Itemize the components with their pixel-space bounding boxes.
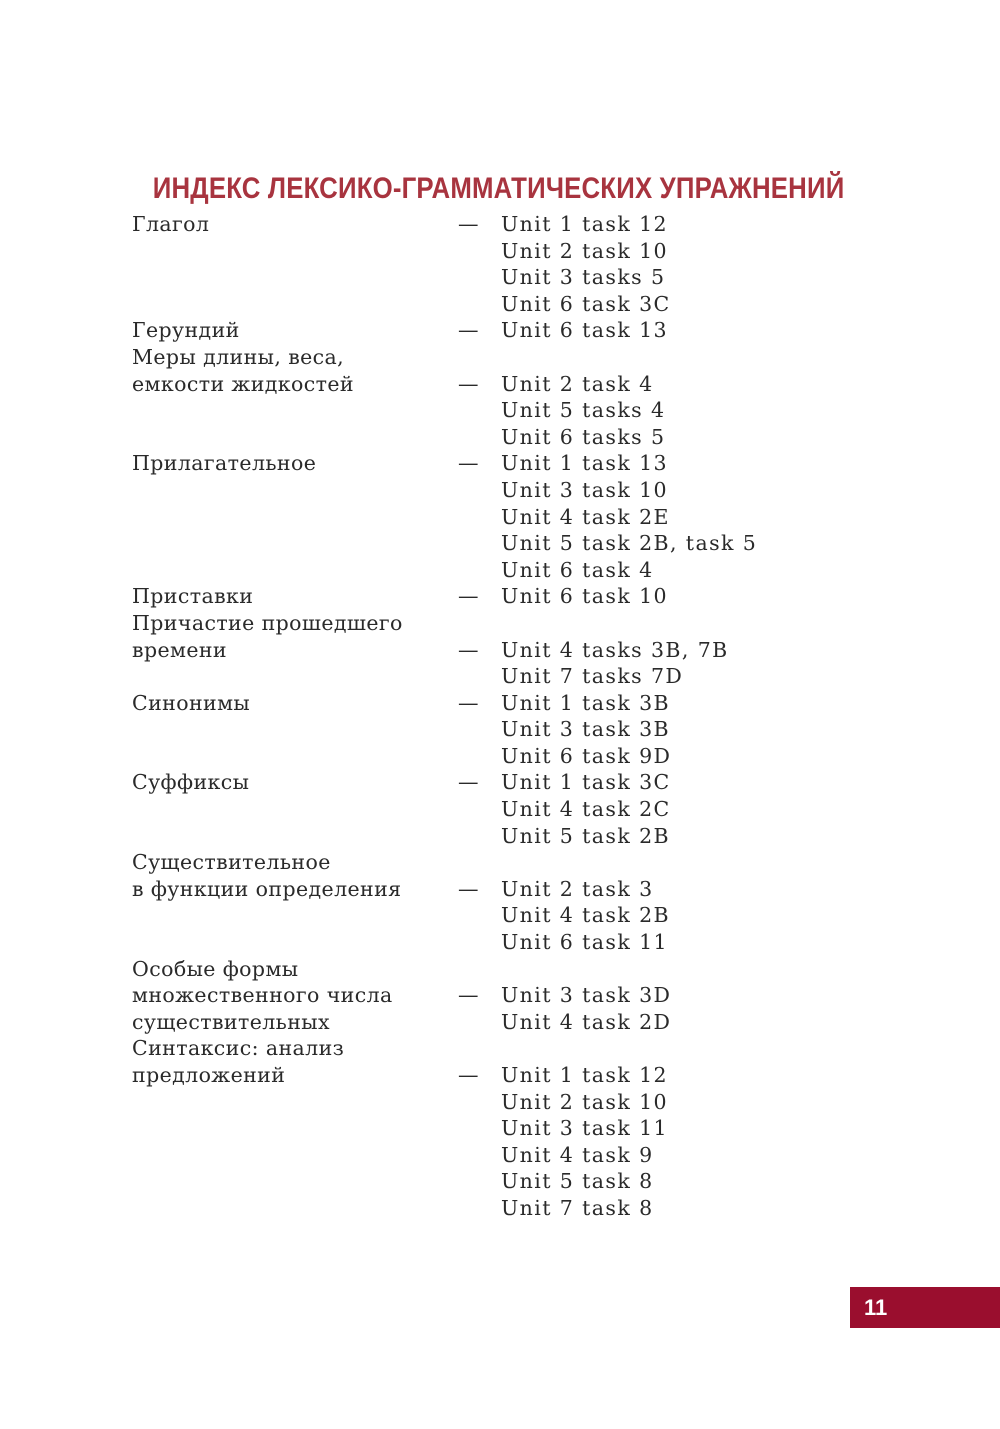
index-term: Синтаксис: анализ xyxy=(132,1036,345,1061)
index-row xyxy=(132,849,892,876)
index-reference: Unit 5 task 2B xyxy=(501,823,670,848)
index-row xyxy=(132,663,892,690)
index-row xyxy=(132,424,892,451)
index-reference: Unit 4 tasks 3B, 7B xyxy=(501,637,729,662)
index-row xyxy=(132,1142,892,1169)
index-reference: Unit 2 task 3 xyxy=(501,876,654,901)
index-row xyxy=(132,982,892,1009)
index-dash: — xyxy=(458,371,479,396)
index-dash: — xyxy=(458,690,479,715)
index-row xyxy=(132,557,892,584)
index-row xyxy=(132,504,892,531)
index-list xyxy=(132,211,892,1222)
page-number-tab xyxy=(850,1287,1000,1328)
index-row xyxy=(132,1115,892,1142)
index-row xyxy=(132,530,892,557)
index-term: предложений xyxy=(132,1063,286,1087)
index-dash: — xyxy=(458,876,479,901)
index-reference: Unit 1 task 3B xyxy=(501,690,670,715)
index-row xyxy=(132,1089,892,1116)
index-reference: Unit 7 tasks 7D xyxy=(501,664,684,689)
index-reference: Unit 5 task 2B, task 5 xyxy=(501,531,758,556)
index-row xyxy=(132,1035,892,1062)
index-row xyxy=(132,344,892,371)
index-term: Герундий xyxy=(132,318,240,343)
index-row xyxy=(132,264,892,291)
index-reference: Unit 1 task 13 xyxy=(501,451,668,476)
index-reference: Unit 6 task 11 xyxy=(501,930,668,955)
index-dash: — xyxy=(458,318,479,343)
index-row xyxy=(132,956,892,983)
index-row xyxy=(132,317,892,344)
index-dash: — xyxy=(458,212,479,236)
index-term: Особые формы xyxy=(132,956,299,981)
index-row xyxy=(132,716,892,743)
index-term: Приставки xyxy=(132,584,254,609)
index-reference: Unit 3 task 10 xyxy=(501,477,668,502)
index-reference: Unit 4 task 2E xyxy=(501,504,670,529)
index-row xyxy=(132,902,892,929)
index-term: времени xyxy=(132,637,227,662)
index-dash: — xyxy=(458,770,479,795)
index-reference: Unit 1 task 12 xyxy=(501,1063,668,1087)
index-reference: Unit 2 task 4 xyxy=(501,371,654,396)
index-row xyxy=(132,796,892,823)
page-number: 11 xyxy=(864,1295,888,1320)
index-reference: Unit 1 task 3C xyxy=(501,770,671,795)
index-row xyxy=(132,477,892,504)
index-row xyxy=(132,1009,892,1036)
index-row xyxy=(132,690,892,717)
index-reference: Unit 5 task 8 xyxy=(501,1169,654,1194)
index-reference: Unit 4 task 2D xyxy=(501,1009,672,1034)
index-row xyxy=(132,211,892,238)
index-term: Глагол xyxy=(132,212,210,236)
index-term: множественного числа xyxy=(132,983,393,1008)
page-title: ИНДЕКС ЛЕКСИКО-ГРАММАТИЧЕСКИХ УПРАЖНЕНИЙ xyxy=(152,172,845,206)
index-dash: — xyxy=(458,584,479,609)
index-row xyxy=(132,450,892,477)
index-term: Прилагательное xyxy=(132,451,317,476)
index-reference: Unit 4 task 2B xyxy=(501,903,670,928)
index-row xyxy=(132,637,892,664)
index-term: существительных xyxy=(132,1009,330,1034)
index-dash: — xyxy=(458,983,479,1008)
index-reference: Unit 6 task 10 xyxy=(501,584,668,609)
index-term: в функции определения xyxy=(132,876,402,901)
index-row xyxy=(132,397,892,424)
index-term: Синонимы xyxy=(132,690,251,715)
index-term: Суффиксы xyxy=(132,770,250,795)
index-row xyxy=(132,371,892,398)
index-dash: — xyxy=(458,451,479,476)
index-reference: Unit 6 tasks 5 xyxy=(501,424,666,449)
index-reference: Unit 1 task 12 xyxy=(501,212,668,236)
index-reference: Unit 5 tasks 4 xyxy=(501,398,666,423)
index-dash: — xyxy=(458,637,479,662)
index-reference: Unit 6 task 13 xyxy=(501,318,668,343)
index-reference: Unit 2 task 10 xyxy=(501,238,668,263)
index-row xyxy=(132,238,892,265)
index-row xyxy=(132,769,892,796)
index-reference: Unit 6 task 3C xyxy=(501,291,671,316)
index-reference: Unit 6 task 4 xyxy=(501,557,654,582)
index-reference: Unit 4 task 2C xyxy=(501,797,671,822)
index-row xyxy=(132,929,892,956)
index-reference: Unit 7 task 8 xyxy=(501,1195,654,1220)
index-reference: Unit 2 task 10 xyxy=(501,1089,668,1114)
index-term: Существительное xyxy=(132,850,331,875)
index-row xyxy=(132,1195,892,1222)
index-term: Причастие прошедшего xyxy=(132,610,403,635)
index-reference: Unit 3 task 3B xyxy=(501,717,670,742)
index-row xyxy=(132,610,892,637)
index-reference: Unit 4 task 9 xyxy=(501,1142,654,1167)
index-reference: Unit 3 tasks 5 xyxy=(501,265,666,290)
index-term: емкости жидкостей xyxy=(132,371,354,396)
index-row xyxy=(132,1062,892,1089)
index-dash: — xyxy=(458,1063,479,1087)
index-row xyxy=(132,583,892,610)
index-row xyxy=(132,823,892,850)
index-row xyxy=(132,1168,892,1195)
index-reference: Unit 3 task 11 xyxy=(501,1116,668,1141)
index-row xyxy=(132,743,892,770)
index-reference: Unit 3 task 3D xyxy=(501,983,672,1008)
index-reference: Unit 6 task 9D xyxy=(501,743,672,768)
index-term: Меры длины, веса, xyxy=(132,344,345,369)
index-row xyxy=(132,291,892,318)
index-row xyxy=(132,876,892,903)
